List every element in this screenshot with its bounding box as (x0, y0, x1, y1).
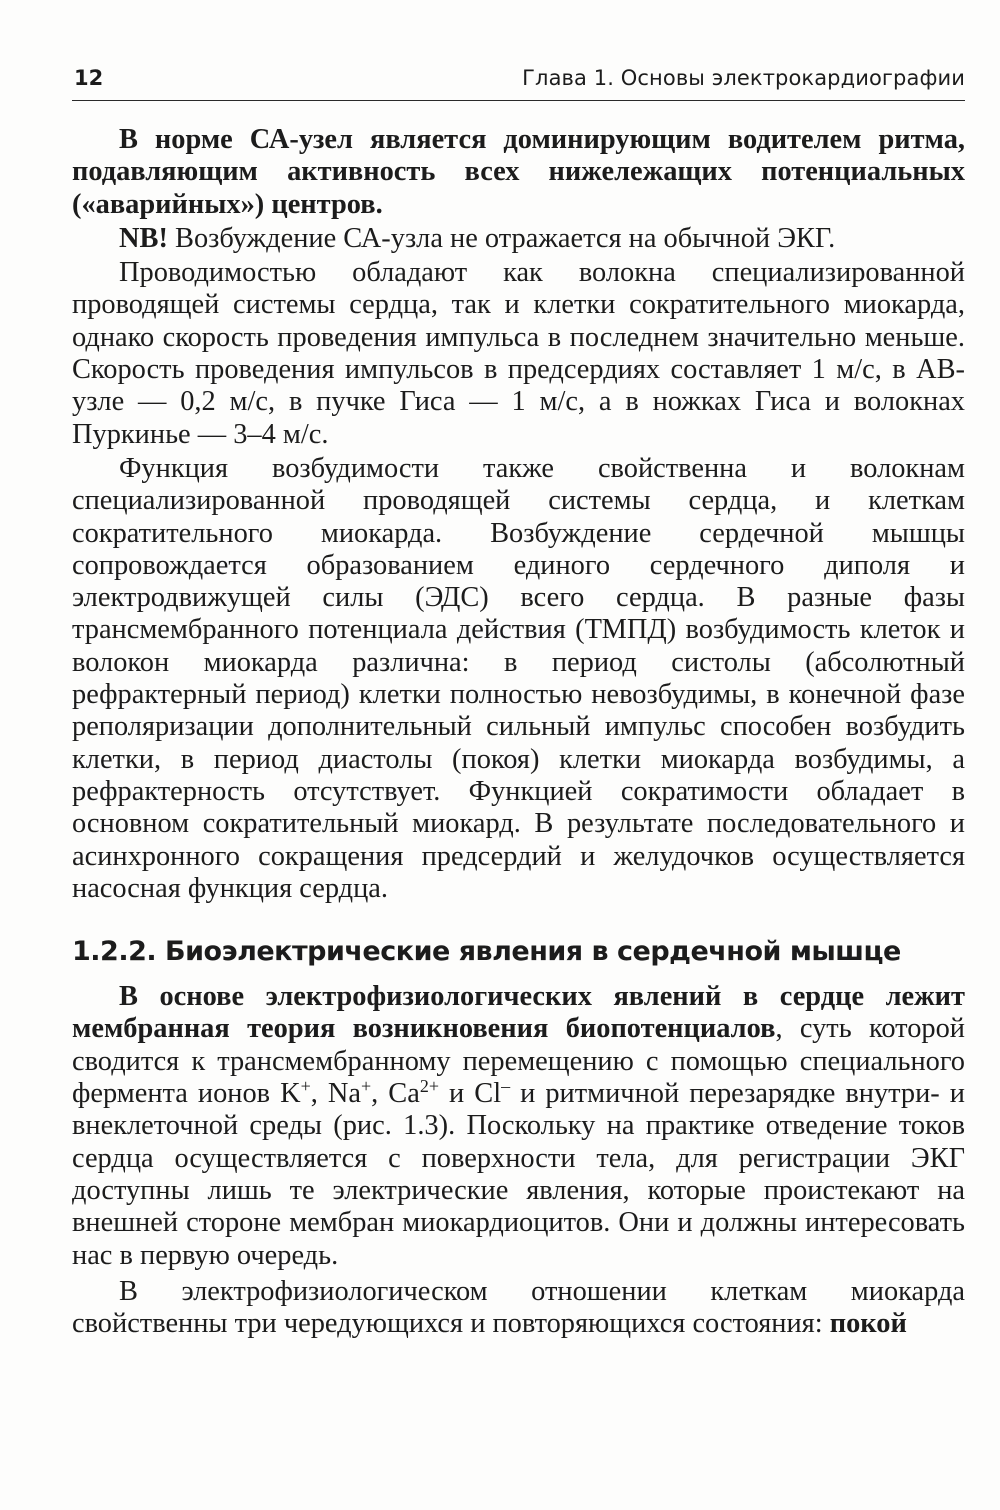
ion-separator-ca: , Ca (371, 1078, 420, 1110)
nb-text: Возбуждение СА-узла не отражается на обычной ЭКГ. (167, 222, 836, 254)
section-heading: 1.2.2. Биоэлектрические явления в сердечной мышце (72, 936, 901, 968)
sodium-charge: + (361, 1076, 372, 1097)
page-header (72, 64, 965, 101)
paragraph-sa-node (72, 124, 965, 221)
states-text: В электрофизиологическом отношении клеткам миокарда свойственны три чередующихся и повторяющихся состояния: (72, 1275, 965, 1340)
paragraph-membrane-theory (72, 981, 965, 1272)
bold-statement: В норме СА-узел является доминирующим водителем ритма, подавляющим активность всех нижележащих потенциальных («аварийных») центров. (72, 124, 965, 220)
chloride-charge: – (501, 1076, 511, 1097)
calcium-charge: 2+ (419, 1076, 439, 1097)
membrane-text-a: , суть которой сводится к трансмембранному перемещению с помощью специального фермента ионов K (72, 1013, 965, 1110)
ion-separator-na: , Na (310, 1078, 362, 1110)
membrane-theory-bold: В основе электрофизиологических явлений в сердце лежит мембранная теория возникновения биопотенциалов (72, 981, 965, 1045)
page-body (72, 124, 965, 1340)
paragraph-nb (72, 223, 965, 255)
paragraph-conductivity: Проводимостью обладают как волокна специализированной проводящей системы сердца, так и клетки сократительного миокарда, однако скорость проведения импульса в последнем значительно меньше. Скорость проведения импульсов в предсердиях составляет 1 м/с, в АВ-узле — 0,2 м/с, в пучке Гиса — 1 м/с, а в ножках Гиса и волокнах Пуркинье — 3–4 м/с. (72, 257, 965, 450)
running-title: Глава 1. Основы электрокардиографии (522, 66, 965, 90)
potassium-charge: + (300, 1076, 311, 1097)
ion-separator-cl: и Cl (439, 1078, 502, 1110)
states-bold: покой (829, 1308, 907, 1340)
nb-label: NB! (119, 222, 168, 254)
membrane-text-b: и ритмичной перезарядке внутри- и внеклеточной среды (рис. 1.3). Поскольку на практике отведение токов сердца осуществляется с поверхности тела, для регистрации ЭКГ доступны лишь те электрические явления, которые проистекают на внешней стороне мембран миокардиоцитов. Они и должны интересовать нас в первую очередь. (72, 1078, 965, 1271)
paragraph-states (72, 1276, 965, 1341)
page-number: 12 (74, 66, 104, 90)
paragraph-excitability: Функция возбудимости также свойственна и волокнам специализированной проводящей системы сердца, и клеткам сократительного миокарда. Возбуждение сердечной мышцы сопровождается образованием единого сердечного диполя и электродвижущей силы (ЭДС) всего сердца. В разные фазы трансмембранного потенциала действия (ТМПД) возбудимость клеток и волокон миокарда различна: в период систолы (абсолютный рефрактерный период) клетки полностью невозбудимы, в конечной фазе реполяризации дополнительный сильный импульс способен возбудить клетки, в период диастолы (покоя) клетки миокарда возбудимы, а рефрактерность отсутствует. Функцией сократимости обладает в основном сократительный миокард. В результате последовательного и асинхронного сокращения предсердий и желудочков осуществляется насосная функция сердца. (72, 452, 965, 904)
